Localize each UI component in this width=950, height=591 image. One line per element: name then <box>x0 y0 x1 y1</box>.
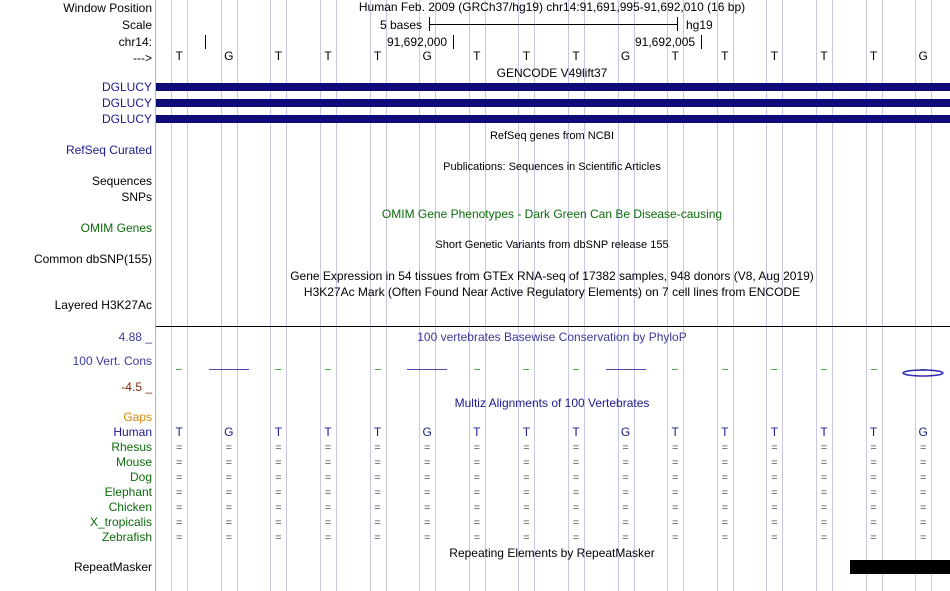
human-base: T <box>721 425 729 439</box>
alignment-match: = <box>324 472 332 484</box>
ruler-base: T <box>373 49 382 63</box>
alignment-match: = <box>225 472 233 484</box>
ruler-base: G <box>422 49 432 63</box>
human-base: T <box>274 425 283 439</box>
phylop-title[interactable]: 100 vertebrates Basewise Conservation by PhyloP <box>417 330 687 344</box>
alignment-match: = <box>423 502 431 514</box>
human-base: T <box>671 425 679 439</box>
repeatmasker-title[interactable]: Repeating Elements by RepeatMasker <box>449 546 655 560</box>
ruler-base: T <box>721 49 729 63</box>
alignment-match: = <box>374 532 381 544</box>
ruler-base: G <box>918 49 928 63</box>
alignment-match: = <box>771 517 778 529</box>
alignment-match: = <box>721 517 729 529</box>
alignment-match: = <box>622 442 629 454</box>
alignment-match: = <box>225 487 233 499</box>
alignment-match: = <box>820 532 828 544</box>
coord-tick-1 <box>453 35 454 49</box>
species-label[interactable]: Zebrafish <box>101 530 152 544</box>
label-scale[interactable]: Scale <box>121 18 152 32</box>
alignment-match: = <box>423 472 431 484</box>
alignment-match: = <box>870 517 877 529</box>
gaps-label[interactable]: Gaps <box>123 410 152 424</box>
alignment-match: = <box>374 517 381 529</box>
alignment-match: = <box>175 472 183 484</box>
alignment-match: = <box>870 472 877 484</box>
ruler-base: T <box>572 49 580 63</box>
alignment-match: = <box>919 457 927 469</box>
phylop-peak-glyph <box>900 366 946 380</box>
human-base: T <box>522 425 531 439</box>
ruler-base: T <box>473 49 481 63</box>
alignment-match: = <box>671 472 679 484</box>
phylop-mark <box>871 369 877 370</box>
alignment-match: = <box>572 532 580 544</box>
human-base: G <box>422 425 432 439</box>
alignment-match: = <box>523 472 530 484</box>
phylop-label[interactable]: 100 Vert. Cons <box>72 354 152 368</box>
publications-title[interactable]: Publications: Sequences in Scientific Articles <box>443 161 661 173</box>
refseq-title[interactable]: RefSeq genes from NCBI <box>489 130 615 142</box>
alignment-match: = <box>919 532 927 544</box>
snps-label[interactable]: SNPs <box>121 190 152 204</box>
human-base: G <box>224 425 234 439</box>
alignment-match: = <box>771 487 778 499</box>
alignment-match: = <box>919 502 927 514</box>
alignment-match: = <box>523 517 530 529</box>
alignment-match: = <box>572 457 580 469</box>
alignment-match: = <box>771 457 778 469</box>
alignment-match: = <box>622 502 629 514</box>
alignment-match: = <box>473 502 481 514</box>
scale-bar <box>429 24 677 25</box>
alignment-match: = <box>225 457 233 469</box>
species-label[interactable]: Mouse <box>115 455 152 469</box>
alignment-match: = <box>771 442 778 454</box>
species-label[interactable]: Dog <box>129 470 152 484</box>
repeat-element-block[interactable] <box>850 560 950 574</box>
alignment-match: = <box>771 472 778 484</box>
alignment-match: = <box>622 472 629 484</box>
label-arrow: ---> <box>133 51 152 65</box>
alignment-match: = <box>572 517 580 529</box>
phylop-mark <box>176 369 182 370</box>
phylop-mark <box>375 369 381 370</box>
gencode-transcript-bar-2[interactable] <box>156 99 950 107</box>
alignment-match: = <box>324 532 332 544</box>
phylop-min-label: -4.5 _ <box>121 380 152 394</box>
alignment-match: = <box>275 442 282 454</box>
alignment-match: = <box>671 532 679 544</box>
alignment-match: = <box>523 487 530 499</box>
human-base: T <box>770 425 779 439</box>
ruler-base: T <box>324 49 332 63</box>
phylop-mark <box>325 369 331 370</box>
alignment-match: = <box>771 502 778 514</box>
omim-title[interactable]: OMIM Gene Phenotypes - Dark Green Can Be Disease-causing <box>381 207 723 221</box>
alignment-match: = <box>919 442 927 454</box>
alignment-match: = <box>919 472 927 484</box>
species-label[interactable]: Elephant <box>104 485 152 499</box>
ruler-base: G <box>224 49 234 63</box>
ruler-base: T <box>671 49 679 63</box>
alignment-match: = <box>175 457 183 469</box>
phylop-mark <box>722 369 728 370</box>
alignment-match: = <box>523 457 530 469</box>
alignment-match: = <box>721 502 729 514</box>
label-chrom[interactable]: chr14: <box>118 35 152 49</box>
scale-tick-right <box>677 17 678 31</box>
gencode-track-label-3[interactable]: DGLUCY <box>101 112 152 126</box>
gencode-title[interactable]: GENCODE V49lift37 <box>496 66 608 80</box>
alignment-match: = <box>721 532 729 544</box>
alignment-match: = <box>473 442 481 454</box>
alignment-match: = <box>622 532 629 544</box>
coord-tick-2 <box>701 35 702 49</box>
alignment-match: = <box>324 517 332 529</box>
alignment-match: = <box>919 517 927 529</box>
alignment-match: = <box>275 457 282 469</box>
scale-text: 5 bases <box>380 18 423 32</box>
human-base: T <box>324 425 332 439</box>
omim-label[interactable]: OMIM Genes <box>80 221 152 235</box>
alignment-match: = <box>671 442 679 454</box>
dbsnp-label[interactable]: Common dbSNP(155) <box>33 252 152 266</box>
alignment-match: = <box>374 442 381 454</box>
human-base: T <box>869 425 878 439</box>
alignment-match: = <box>175 502 183 514</box>
alignment-match: = <box>671 502 679 514</box>
gencode-track-label-2[interactable]: DGLUCY <box>101 96 152 110</box>
alignment-match: = <box>175 487 183 499</box>
alignment-match: = <box>324 487 332 499</box>
phylop-mark <box>407 369 447 370</box>
ruler-base: T <box>869 49 878 63</box>
alignment-match: = <box>820 442 828 454</box>
coord-tick-start <box>205 35 206 49</box>
alignment-match: = <box>175 517 183 529</box>
gtex-title[interactable]: Gene Expression in 54 tissues from GTEx RNA-seq of 17382 samples, 948 donors (V8, Aug 2019) <box>290 269 814 283</box>
window-position-text: Human Feb. 2009 (GRCh37/hg19) chr14:91,691,995-91,692,010 (16 bp) <box>358 0 746 14</box>
alignment-match: = <box>572 502 580 514</box>
species-label[interactable]: Rhesus <box>111 440 152 454</box>
human-base: G <box>620 425 631 439</box>
alignment-match: = <box>870 457 877 469</box>
ruler-base: T <box>522 49 531 63</box>
phylop-mark <box>821 369 827 370</box>
alignment-match: = <box>473 487 481 499</box>
alignment-match: = <box>374 487 381 499</box>
human-base: T <box>473 425 481 439</box>
assembly-label: hg19 <box>686 18 713 32</box>
alignment-match: = <box>572 487 580 499</box>
ruler-base: T <box>820 49 828 63</box>
alignment-match: = <box>324 502 332 514</box>
alignment-match: = <box>473 517 481 529</box>
alignment-match: = <box>175 442 183 454</box>
ruler-base: G <box>620 49 631 63</box>
alignment-match: = <box>275 487 282 499</box>
human-base: T <box>175 425 183 439</box>
human-base: T <box>373 425 382 439</box>
ruler-base: T <box>770 49 779 63</box>
ruler-base: T <box>274 49 283 63</box>
alignment-match: = <box>423 532 431 544</box>
h3k27ac-title[interactable]: H3K27Ac Mark (Often Found Near Active Regulatory Elements) on 7 cell lines from ENCODE <box>303 285 801 299</box>
alignment-match: = <box>671 487 679 499</box>
alignment-match: = <box>622 457 629 469</box>
alignment-match: = <box>622 517 629 529</box>
alignment-match: = <box>225 442 233 454</box>
alignment-match: = <box>473 472 481 484</box>
alignment-match: = <box>671 457 679 469</box>
h3k27ac-baseline <box>156 326 950 327</box>
alignment-match: = <box>423 517 431 529</box>
phylop-mark <box>209 369 249 370</box>
phylop-mark <box>275 369 281 370</box>
alignment-match: = <box>523 532 530 544</box>
alignment-match: = <box>523 442 530 454</box>
alignment-match: = <box>275 532 282 544</box>
human-base: T <box>820 425 828 439</box>
phylop-mark <box>672 369 678 370</box>
gencode-transcript-bar-3[interactable] <box>156 115 950 123</box>
alignment-match: = <box>820 472 828 484</box>
alignment-match: = <box>275 472 282 484</box>
alignment-match: = <box>324 442 332 454</box>
multiz-title[interactable]: Multiz Alignments of 100 Vertebrates <box>454 396 650 410</box>
alignment-match: = <box>275 502 282 514</box>
alignment-match: = <box>721 472 729 484</box>
alignment-match: = <box>572 472 580 484</box>
sequences-label[interactable]: Sequences <box>91 174 152 188</box>
dbsnp-title[interactable]: Short Genetic Variants from dbSNP release 155 <box>435 239 669 251</box>
alignment-match: = <box>473 457 481 469</box>
alignment-match: = <box>870 442 877 454</box>
coord-label-1: 91,692,000 <box>387 35 448 49</box>
phylop-mark <box>606 369 646 370</box>
human-label[interactable]: Human <box>113 425 152 439</box>
human-base: G <box>918 425 928 439</box>
alignment-match: = <box>820 502 828 514</box>
alignment-match: = <box>523 502 530 514</box>
coord-label-2: 91,692,005 <box>635 35 696 49</box>
phylop-mark <box>474 369 480 370</box>
repeatmasker-label[interactable]: RepeatMasker <box>73 560 152 574</box>
alignment-match: = <box>919 487 927 499</box>
alignment-match: = <box>721 442 729 454</box>
alignment-match: = <box>423 487 431 499</box>
alignment-match: = <box>572 442 580 454</box>
alignment-match: = <box>175 532 183 544</box>
alignment-match: = <box>820 517 828 529</box>
alignment-match: = <box>423 442 431 454</box>
phylop-mark <box>523 369 529 370</box>
alignment-match: = <box>374 457 381 469</box>
alignment-match: = <box>870 487 877 499</box>
alignment-match: = <box>870 532 877 544</box>
refseq-label[interactable]: RefSeq Curated <box>65 143 152 157</box>
alignment-match: = <box>721 457 729 469</box>
alignment-match: = <box>820 487 828 499</box>
alignment-match: = <box>622 487 629 499</box>
alignment-match: = <box>275 517 282 529</box>
alignment-match: = <box>225 532 233 544</box>
alignment-match: = <box>721 487 729 499</box>
h3k27ac-label[interactable]: Layered H3K27Ac <box>54 298 152 312</box>
alignment-match: = <box>374 472 381 484</box>
gencode-transcript-bar-1[interactable] <box>156 83 950 91</box>
alignment-match: = <box>820 457 828 469</box>
alignment-match: = <box>423 457 431 469</box>
alignment-match: = <box>671 517 679 529</box>
phylop-mark <box>573 369 579 370</box>
alignment-match: = <box>473 532 481 544</box>
alignment-match: = <box>771 532 778 544</box>
ruler-base: T <box>175 49 183 63</box>
alignment-match: = <box>324 457 332 469</box>
label-window-position[interactable]: Window Position <box>63 1 152 15</box>
gencode-track-label-1[interactable]: DGLUCY <box>101 80 152 94</box>
species-label[interactable]: X_tropicalis <box>89 515 152 529</box>
human-base: T <box>572 425 580 439</box>
alignment-match: = <box>225 517 233 529</box>
species-label[interactable]: Chicken <box>108 500 152 514</box>
alignment-match: = <box>225 502 233 514</box>
phylop-max-label: 4.88 _ <box>118 330 152 344</box>
alignment-match: = <box>870 502 877 514</box>
alignment-match: = <box>374 502 381 514</box>
phylop-mark <box>771 369 777 370</box>
